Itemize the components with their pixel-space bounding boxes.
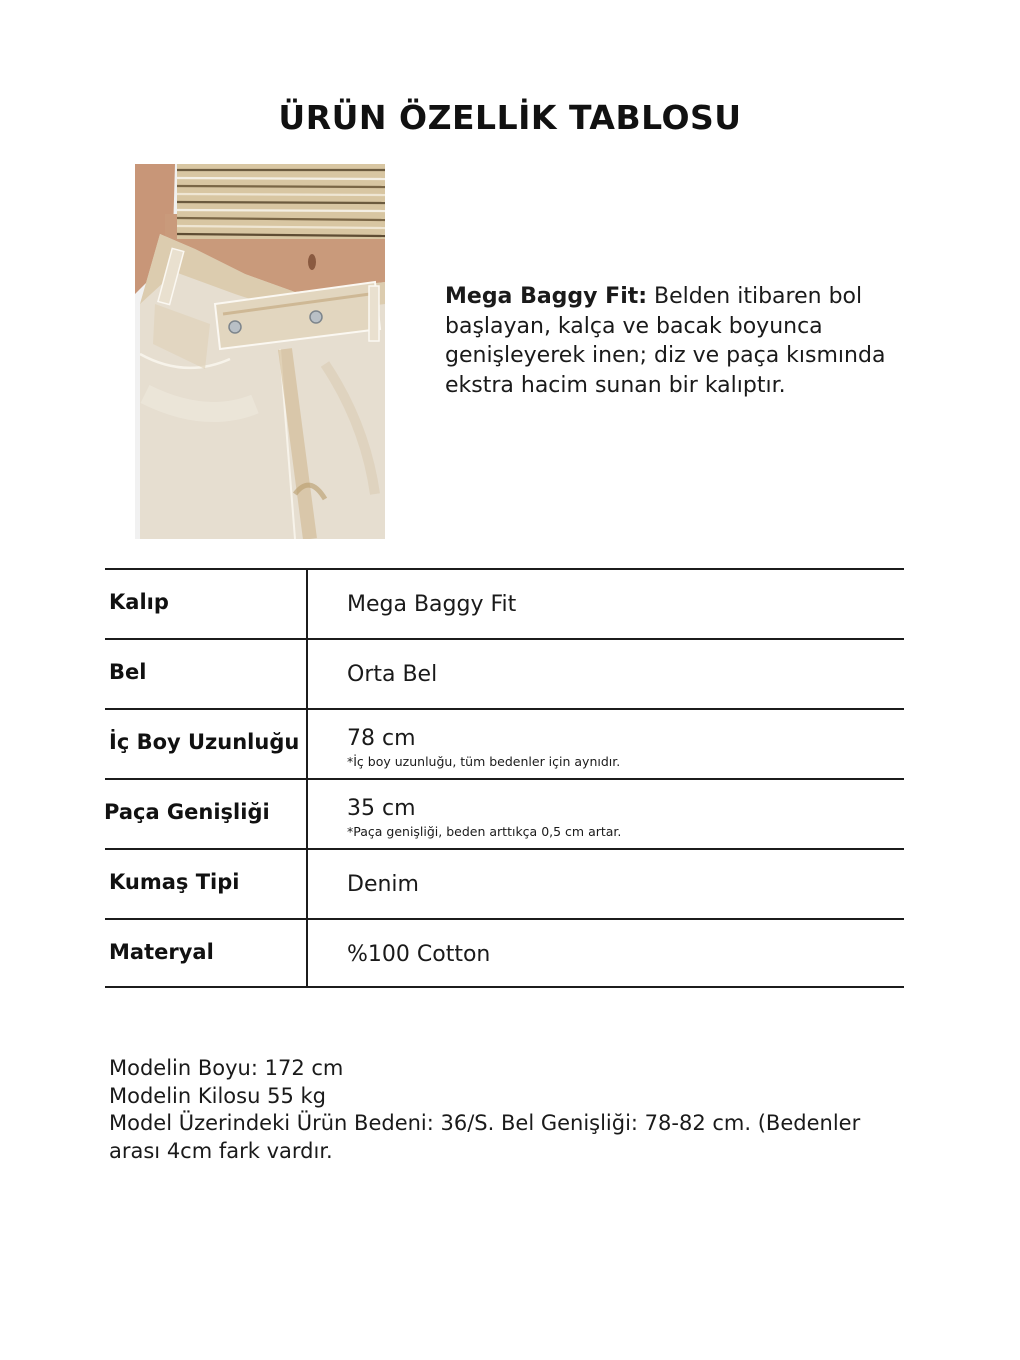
spec-row-ic-boy (105, 708, 904, 778)
spec-key: İç Boy Uzunluğu (109, 730, 300, 754)
spec-key: Materyal (109, 940, 214, 964)
column-divider (306, 850, 308, 918)
column-divider (306, 570, 308, 638)
spec-key: Bel (109, 660, 147, 684)
spec-row-kalip (105, 568, 904, 638)
spec-row-paca (105, 778, 904, 848)
model-height: Modelin Boyu: 172 cm (109, 1056, 344, 1080)
product-photo (135, 164, 385, 539)
spec-value: 78 cm (347, 726, 416, 751)
page-title: ÜRÜN ÖZELLİK TABLOSU (278, 98, 742, 137)
column-divider (306, 780, 308, 848)
column-divider (306, 710, 308, 778)
fit-description (445, 282, 925, 400)
spec-row-materyal (105, 918, 904, 988)
spec-table (105, 568, 904, 988)
model-info (109, 1055, 909, 1165)
spec-value: Orta Bel (347, 662, 438, 687)
spec-row-kumas (105, 848, 904, 918)
fit-description-text: Belden itibaren bol başlayan, kalça ve bacak boyunca genişleyerek inen; diz ve paça kısmında ekstra hacim sunan bir kalıptır. (445, 284, 886, 398)
spec-value: 35 cm (347, 796, 416, 821)
model-size-note: arası 4cm fark vardır. (109, 1138, 333, 1163)
spec-key: Kalıp (109, 590, 169, 614)
spec-note: *İç boy uzunluğu, tüm bedenler için aynıdır. (347, 754, 621, 769)
spec-value: Mega Baggy Fit (347, 592, 517, 617)
column-divider (306, 640, 308, 708)
model-size: Model Üzerindeki Ürün Bedeni: 36/S. Bel Genişliği: 78-82 cm. (Bedenler (109, 1111, 861, 1135)
spec-key: Kumaş Tipi (109, 870, 240, 894)
column-divider (306, 920, 308, 986)
spec-value: Denim (347, 872, 419, 897)
jeans-photo-illustration (135, 164, 385, 539)
spec-key: Paça Genişliği (104, 800, 270, 824)
fit-description-label: Mega Baggy Fit: (445, 284, 648, 309)
spec-value: %100 Cotton (347, 942, 491, 967)
model-weight: Modelin Kilosu 55 kg (109, 1083, 326, 1108)
spec-note: *Paça genişliği, beden arttıkça 0,5 cm artar. (347, 824, 622, 839)
spec-row-bel (105, 638, 904, 708)
